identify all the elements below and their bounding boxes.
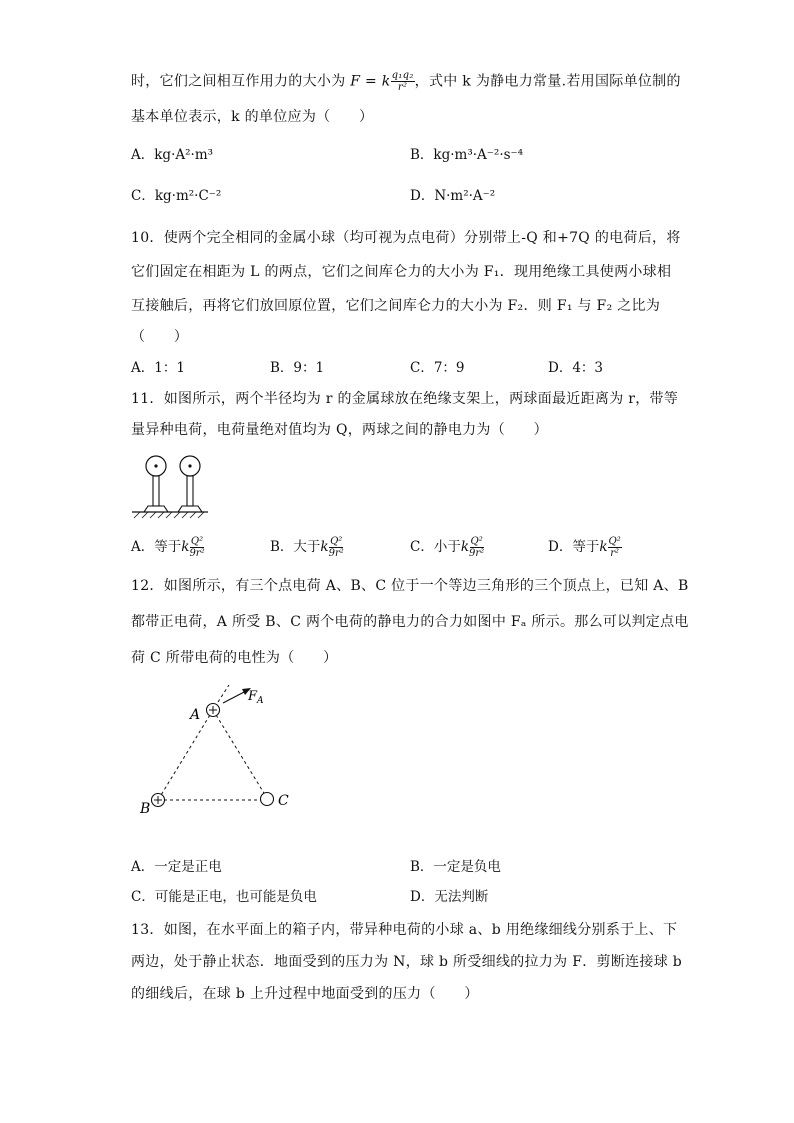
q9-option-c[interactable]: C．kg·m²·C⁻² (131, 188, 222, 204)
q11-option-c[interactable]: C．小于k $\frac{\text{Q²}}{\text{9r²}}$ (410, 536, 485, 559)
q10-line-4: （ ） (131, 329, 189, 345)
q12-line-1: 12．如图所示，有三个点电荷 A、B、C 位于一个等边三角形的三个顶点上，已知 A、B (131, 578, 689, 594)
q11-figure-spheres-on-stands (130, 450, 210, 522)
q9-line-2: 基本单位表示，k 的单位应为（ ） (131, 109, 374, 125)
q10-option-d[interactable]: D．4：3 (548, 360, 604, 376)
q13-line-3: 的细线后，在球 b 上升过程中地面受到的压力（ ） (131, 986, 479, 1002)
q11-line-2: 量异种电荷，电荷量绝对值均为 Q，两球之间的静电力为（ ） (131, 422, 548, 438)
q11-line-1: 11．如图所示，两个半径均为 r 的金属球放在绝缘支架上，两球面最近距离为 r，带等 (131, 391, 679, 407)
q12-line-2: 都带正电荷，A 所受 B、C 两个电荷的静电力的合力如图中 Fₐ 所示。那么可以判定点电 (131, 614, 689, 630)
q9-option-b[interactable]: B．kg·m³·A⁻²·s⁻⁴ (410, 147, 524, 163)
q10-line-2: 它们固定在相距为 L 的两点，它们之间库仑力的大小为 F₁．现用绝缘工具使两小球相 (131, 264, 672, 280)
q9-line1-post: ，式中 k 为静电力常量.若用国际单位制的 (414, 73, 681, 90)
charge-c (261, 793, 274, 806)
q10-option-b[interactable]: B．9：1 (270, 360, 325, 376)
q9-line1-pre: 时，它们之间相互作用力的大小为 (131, 73, 346, 90)
formula-eq: = k (360, 73, 391, 90)
q13-line-1: 13．如图，在水平面上的箱子内，带异种电荷的小球 a、b 用绝缘细线分别系于上、下 (131, 922, 678, 938)
label-fa: $F_A$ (248, 689, 264, 706)
side-ac (213, 710, 267, 798)
q10-line-3: 互接触后，再将它们放回原位置，它们之间库仑力的大小为 F₂．则 F₁ 与 F₂ 之比为 (131, 298, 661, 314)
q9-option-a[interactable]: A．kg·A²·m³ (131, 147, 214, 163)
left-stand-base (144, 506, 168, 512)
formula-numerator: q₁q₂ (391, 70, 414, 81)
q10-option-a[interactable]: A．1：1 (131, 360, 185, 376)
q10-line-1: 10．使两个完全相同的金属小球（均可视为点电荷）分别带上-Q 和+7Q 的电荷后，将 (131, 230, 681, 246)
right-sphere-center (188, 464, 191, 467)
label-a: A (190, 707, 201, 723)
ground-hatching (134, 512, 204, 518)
side-ab (158, 710, 213, 800)
q12-option-c[interactable]: C．可能是正电，也可能是负电 (131, 889, 317, 905)
label-b: B (140, 801, 151, 817)
formula-fraction (391, 70, 415, 93)
q12-option-d[interactable]: D．无法判断 (410, 889, 489, 905)
q12-triangle-figure (130, 675, 310, 825)
q12-line-3: 荷 C 所带电荷的电性为（ ） (131, 650, 338, 666)
label-c: C (278, 793, 289, 809)
q11-option-d[interactable]: D．等于k $\frac{\text{Q²}}{\text{r²}}$ (548, 536, 621, 559)
left-sphere-center (154, 464, 157, 467)
right-stand-pole (187, 476, 193, 506)
q13-line-2: 两边，处于静止状态．地面受到的压力为 N，球 b 所受细线的拉力为 F．剪断连接球 b (131, 954, 683, 970)
force-extension-dashed (218, 685, 229, 702)
q11-option-a[interactable]: A．等于k $\frac{\text{Q²}}{\text{9r²}}$ (131, 536, 205, 559)
q9-line-1 (131, 70, 681, 93)
q9-option-d[interactable]: D．N·m²·A⁻² (410, 188, 496, 204)
left-stand-pole (153, 476, 159, 506)
q10-option-c[interactable]: C．7：9 (410, 360, 465, 376)
q11-option-b[interactable]: B．大于k $\frac{\text{Q²}}{\text{9r²}}$ (270, 536, 344, 559)
right-stand-base (178, 506, 202, 512)
q12-option-a[interactable]: A．一定是正电 (131, 859, 222, 875)
q12-option-b[interactable]: B．一定是负电 (410, 859, 501, 875)
formula-F: F (350, 73, 361, 90)
formula-denominator: r² (397, 82, 408, 93)
